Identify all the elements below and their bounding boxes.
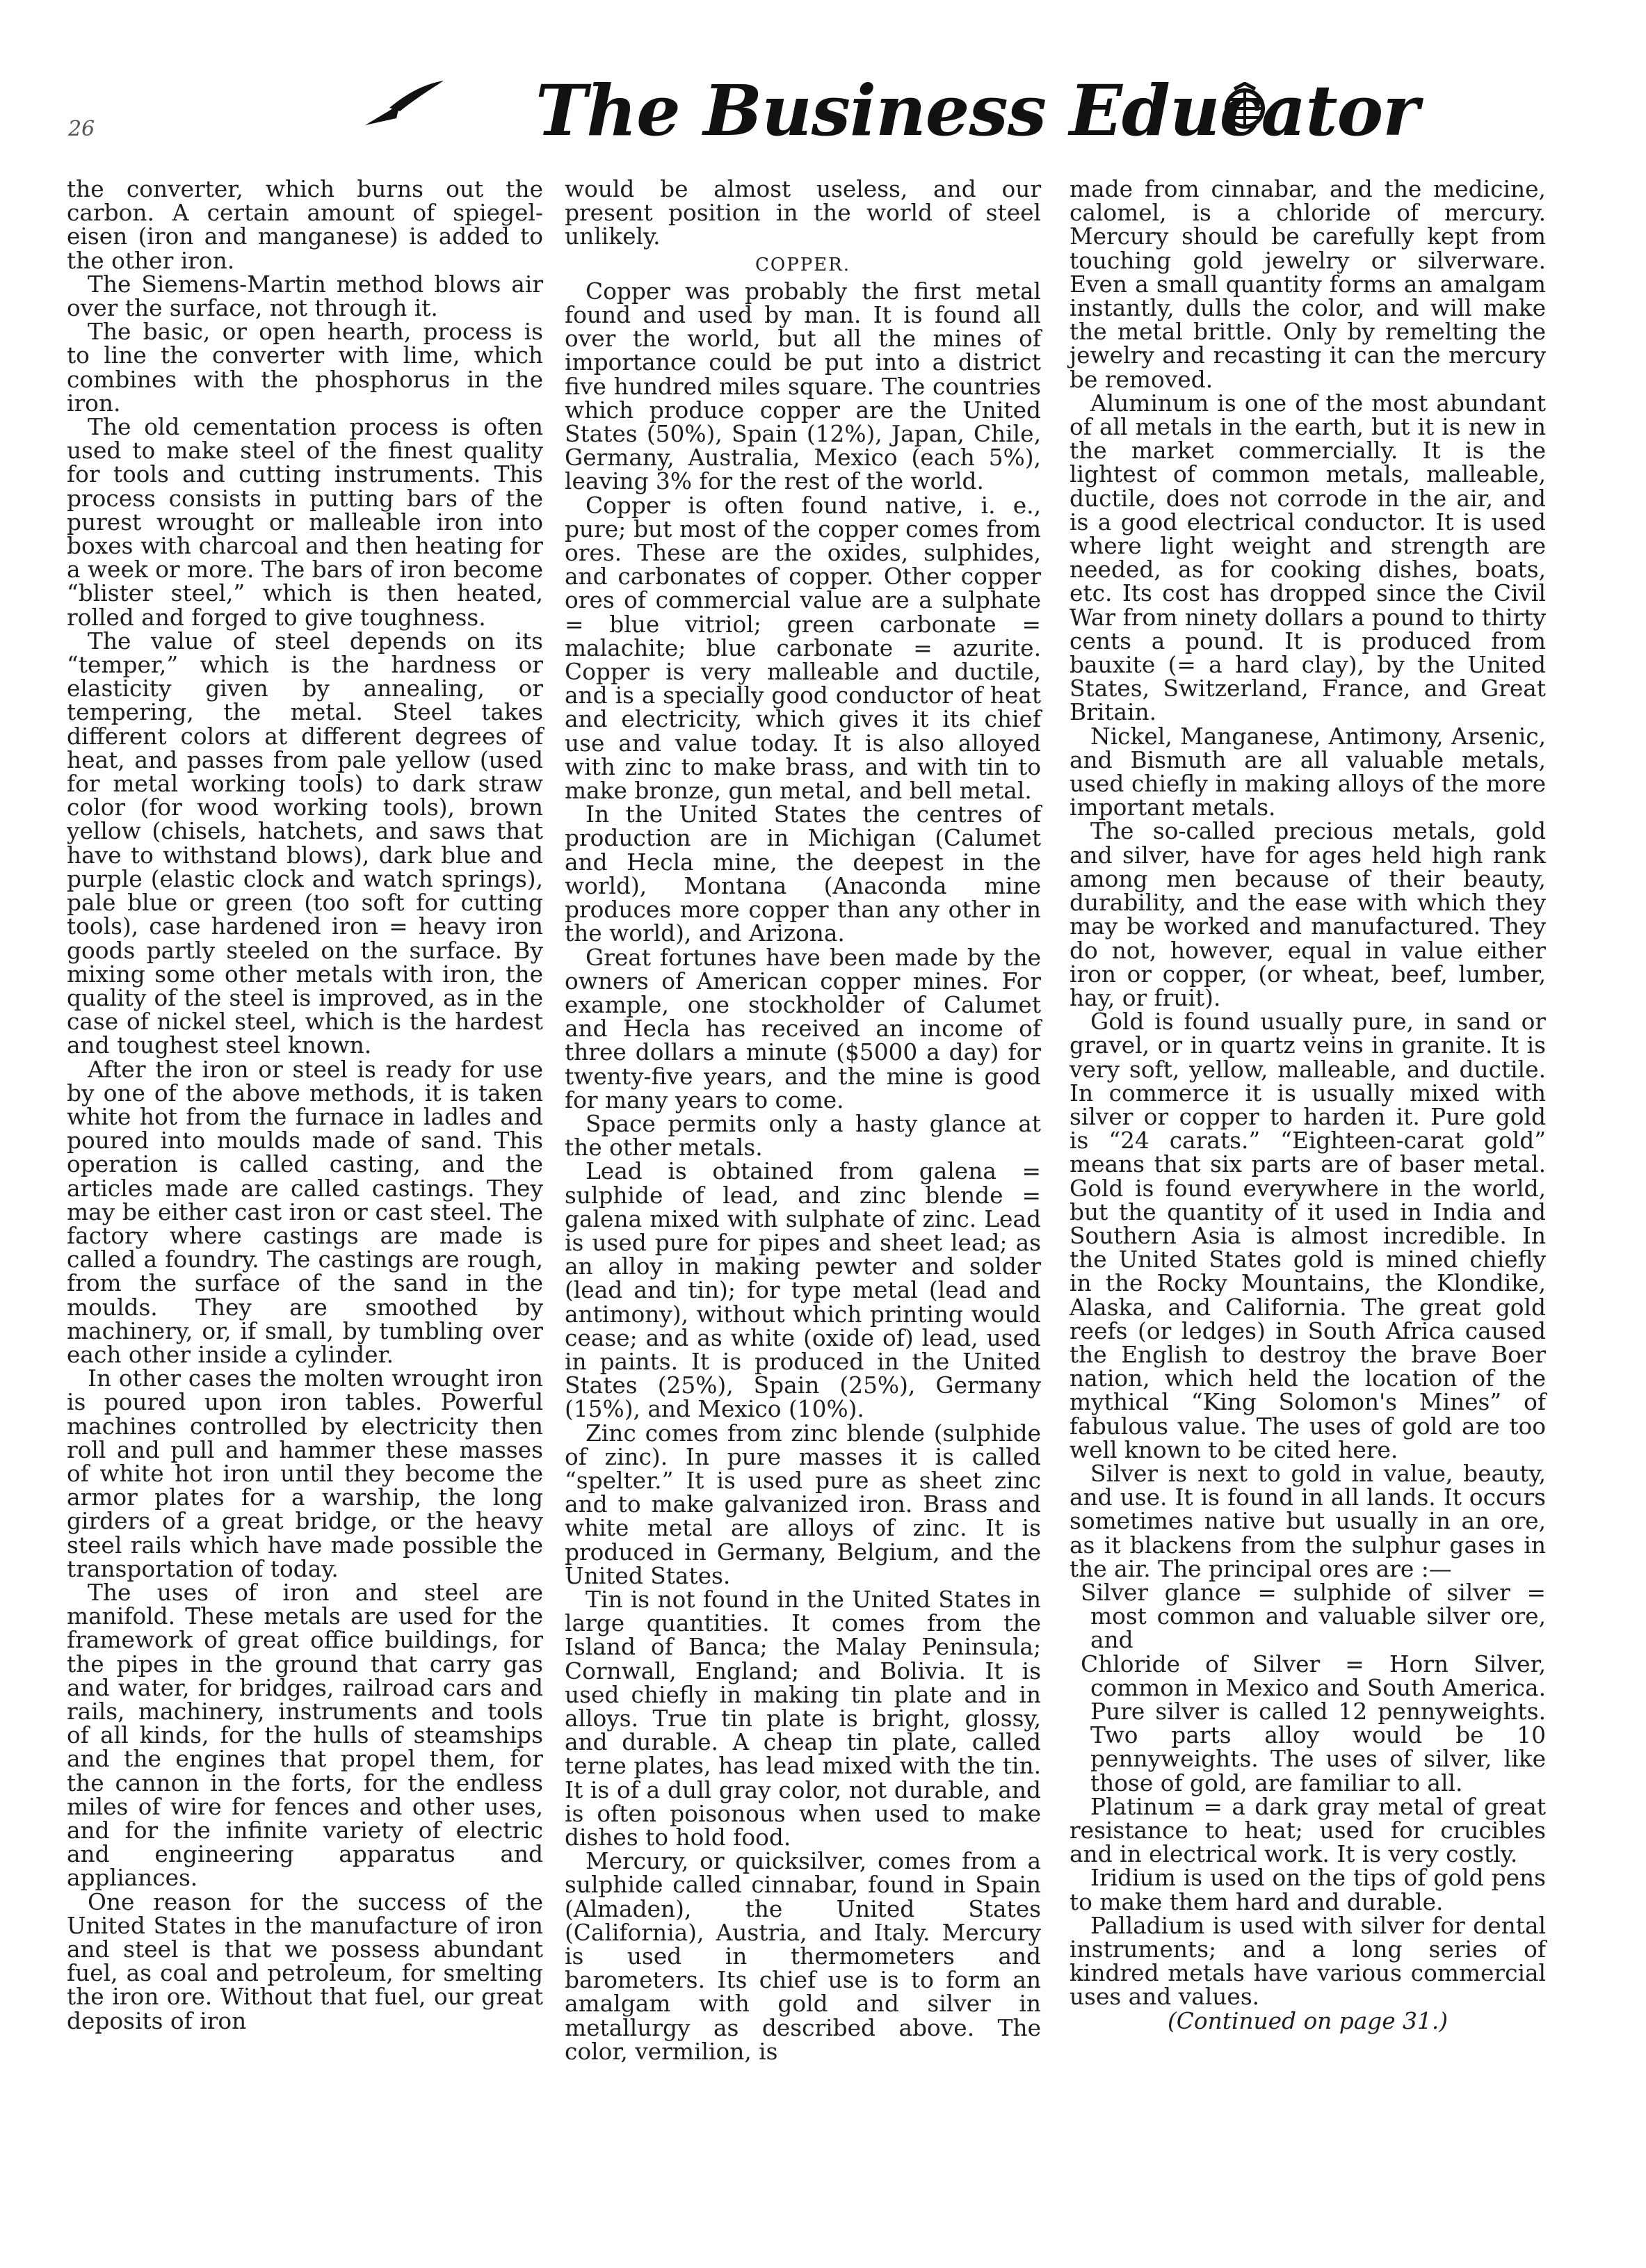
section-heading-copper: COPPER.: [755, 254, 851, 275]
paragraph: Silver is next to gold in value, beauty, and use. It is found in all lands. It occurs sometimes native but usually in an ore, as it blackens from the sulphur gases in the air. The principal ores are :—: [1070, 1460, 1546, 1582]
paragraph: Copper was probably the first metal found and used by man. It is found all over the world, but all the mines of importance could be put into a district five hundred miles square. The countries which produce copper are the United States (50%), Spain (12%), Japan, Chile, Germany, Australia, Mexico (each 5%), leaving 3% for the rest of the world.: [565, 278, 1041, 495]
paragraph: Platinum = a dark gray metal of great resistance to heat; used for crucibles and in electrical work. It is very costly.: [1070, 1793, 1546, 1868]
paragraph: Aluminum is one of the most abundant of all metals in the earth, but it is new in the market commercially. It is the lightest of common metals, malleable, ductile, does not corrode in the air, and is a good electrical conductor. It is used where light weight and strength are needed, as for cooking dishes, boats, etc. Its cost has dropped since the Civil War from ninety dollars a pound to thirty cents a pound. It is produced from bauxite (= a hard clay), by the United States, Switzerland, France, and Great Britain.: [1070, 389, 1546, 726]
ore-entry: Silver glance = sulphide of silver = most common and valuable silver ore, and: [1081, 1579, 1546, 1654]
paragraph: Lead is obtained from galena = sulphide of lead, and zinc blende = galena mixed with sulphate of zinc. Lead is used pure for pipes and sheet lead; as an alloy in making pewter and solder (lead and tin); for type metal (lead and antimony), without which printing would cease; and as white (oxide of) lead, used in paints. It is produced in the United States (25%), Spain (25%), Germany (15%), and Mexico (10%).: [565, 1158, 1041, 1423]
paragraph: Space permits only a hasty glance at the other metals.: [565, 1110, 1041, 1161]
page-number: 26: [68, 117, 95, 141]
paragraph: the converter, which burns out the carbon. A certain amount of spiegel-eisen (iron and manganese) is added to the other iron.: [67, 176, 543, 274]
paragraph: One reason for the success of the United States in the manufacture of iron and steel is that we possess abundant fuel, as coal and petroleum, for smelting the iron ore. Without that fuel, our great deposits of iron: [67, 1888, 543, 2034]
paragraph: The old cementation process is often used to make steel of the finest quality for tools and cutting instruments. This process consists in putting bars of the purest wrought or malleable iron into boxes with charcoal and then heating for a week or more. The bars of iron become “blister steel,” which is then heated, rolled and forged to give toughness.: [67, 414, 543, 631]
paragraph: The Siemens-Martin method blows air over the surface, not through it.: [67, 271, 543, 322]
paragraph: The uses of iron and steel are manifold. These metals are used for the framework of great office buildings, for the pipes in the ground that carry gas and water, for bridges, railroad cars and rails, machinery, instruments and tools of all kinds, for the hulls of steamships and the engines that propel them, for the cannon in the forts, for the endless miles of wire for fences and other uses, and for the infinite variety of electric and engineering apparatus and appliances.: [67, 1579, 543, 1892]
paragraph: The basic, or open hearth, process is to line the converter with lime, which combines with the phosphorus in the iron.: [67, 319, 543, 417]
paragraph: Zinc comes from zinc blende (sulphide of zinc). In pure masses it is called “spelter.” It is used pure as sheet zinc and to make galvanized iron. Brass and white metal are alloys of zinc. It is produced in Germany, Belgium, and the United States.: [565, 1419, 1041, 1589]
ore-entry: Chloride of Silver = Horn Silver, common in Mexico and South America. Pure silver is called 12 pennyweights. Two parts alloy would be 10 pennyweights. The uses of silver, like those of gold, are familiar to all.: [1081, 1650, 1546, 1796]
paragraph: In the United States the centres of production are in Michigan (Calumet and Hecla mine, the deepest in the world), Montana (Anaconda mine produces more copper than any other in the world), and Arizona.: [565, 801, 1041, 947]
paragraph: Iridium is used on the tips of gold pens to make them hard and durable.: [1070, 1865, 1546, 1915]
paragraph: The so-called precious metals, gold and silver, have for ages held high rank among men because of their beauty, durability, and the ease with which they may be worked and manufactured. They do not, however, equal in value either iron or copper, (or wheat, beef, lumber, hay, or fruit).: [1070, 818, 1546, 1011]
paragraph: Mercury, or quicksilver, comes from a sulphide called cinnabar, found in Spain (Almaden), the United States (California), Austria, and Italy. Mercury is used in thermometers and barometers. Its chief use is to form an amalgam with gold and silver in metallurgy as described above. The color, vermilion, is: [565, 1848, 1041, 2065]
continued-note: (Continued on page 31.): [1167, 2007, 1449, 2034]
paragraph: Tin is not found in the United States in large quantities. It comes from the Island of Banca; the Malay Peninsula; Cornwall, England; and Bolivia. It is used chiefly in making tin plate and in alloys. True tin plate is bright, glossy, and durable. A cheap tin plate, called terne plates, has lead mixed with the tin. It is of a dull gray color, not durable, and is often poisonous when used to make dishes to hold food.: [565, 1586, 1041, 1851]
paragraph: made from cinnabar, and the medicine, calomel, is a chloride of mercury. Mercury should be carefully kept from touching gold jewelry or silverware. Even a small quantity forms an amalgam instantly, dulls the color, and will make the metal brittle. Only by remelting the jewelry and recasting it can the mercury be removed.: [1070, 176, 1546, 393]
column-3: [1070, 177, 1546, 2033]
column-2: [565, 177, 1041, 2064]
paragraph: After the iron or steel is ready for use by one of the above methods, it is taken white hot from the furnace in ladles and poured into moulds made of sand. This operation is called casting, and the articles made are called castings. They may be either cast iron or cast steel. The factory where castings are made is called a foundry. The castings are rough, from the surface of the sand in the moulds. They are smoothed by machinery, or, if small, by tumbling over each other inside a cylinder.: [67, 1056, 543, 1368]
paragraph: Great fortunes have been made by the owners of American copper mines. For example, one stockholder of Calumet and Hecla has received an income of three dollars a minute ($5000 a day) for twenty-five years, and the mine is good for many years to come.: [565, 944, 1041, 1113]
paragraph: Palladium is used with silver for dental instruments; and a long series of kindred metals have various commercial uses and values.: [1070, 1912, 1546, 2011]
quill-ornament-icon: [362, 77, 445, 135]
paragraph: Nickel, Manganese, Antimony, Arsenic, and Bismuth are all valuable metals, used chiefly in making alloys of the more important metals.: [1070, 723, 1546, 821]
paragraph: The value of steel depends on its “temper,” which is the hardness or elasticity given by annealing, or tempering, the metal. Steel takes different colors at different degrees of heat, and passes from pale yellow (used for metal working tools) to dark straw color (for wood working tools), brown yellow (chisels, hatchets, and saws that have to withstand blows), dark blue and purple (elastic clock and watch springs), pale blue or green (too soft for cutting tools), case hardened iron = heavy iron goods partly steeled on the surface. By mixing some other metals with iron, the quality of the steel is improved, as in the case of nickel steel, which is the hardest and toughest steel known.: [67, 627, 543, 1059]
paragraph: would be almost useless, and our present position in the world of steel unlikely.: [565, 176, 1041, 250]
paragraph: Copper is often found native, i. e., pure; but most of the copper comes from ores. These are the oxides, sulphides, and carbonates of copper. Other copper ores of commercial value are a sulphate = blue vitriol; green carbonate = malachite; blue carbonate = azurite. Copper is very malleable and ductile, and is a specially good conductor of heat and electricity, which gives it its chief use and value today. It is also alloyed with zinc to make brass, and with tin to make bronze, gun metal, and bell metal.: [565, 492, 1041, 805]
globe-emblem-icon: [1220, 82, 1269, 134]
masthead-title: The Business Educator: [535, 70, 1419, 152]
paragraph: In other cases the molten wrought iron is poured upon iron tables. Powerful machines controlled by electricity then roll and pull and hammer these masses of white hot iron until they become the armor plates for a warship, the long girders of a great bridge, or the heavy steel rails which have made possible the transportation of today.: [67, 1365, 543, 1582]
masthead: [362, 70, 1419, 153]
paragraph: Gold is found usually pure, in sand or gravel, or in quartz veins in granite. It is very soft, yellow, malleable, and ductile. In commerce it is usually mixed with silver or copper to harden it. Pure gold is “24 carats.” “Eighteen-carat gold” means that six parts are of baser metal. Gold is found everywhere in the world, but the quantity of it used in India and Southern Asia is almost incredible. In the United States gold is mined chiefly in the Rocky Mountains, the Klondike, Alaska, and California. The great gold reefs (or ledges) in South Africa caused the English to destroy the brave Boer nation, which held the location of the mythical “King Solomon's Mines” of fabulous value. The uses of gold are too well known to be cited here.: [1070, 1008, 1546, 1463]
column-1: [67, 177, 543, 2033]
